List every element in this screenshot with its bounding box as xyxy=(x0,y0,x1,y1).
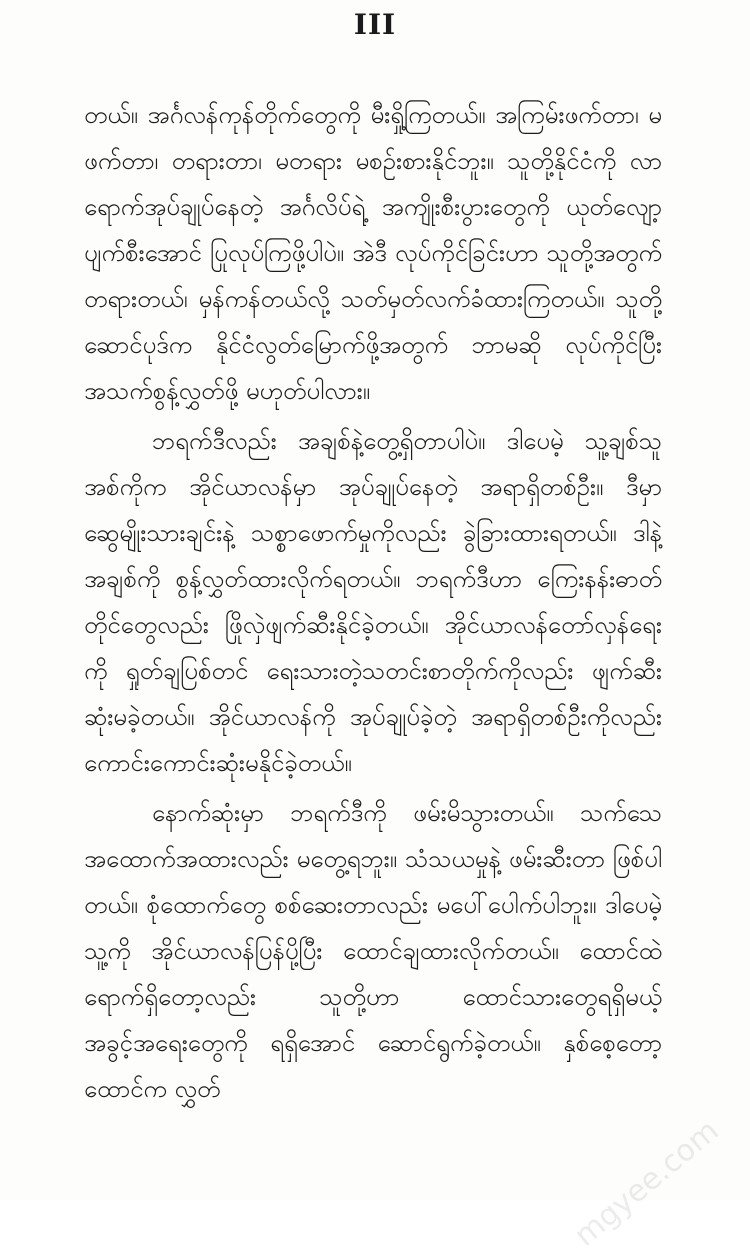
paragraph-3: နောက်ဆုံးမှာ ဘရက်ဒီကို ဖမ်းမိသွားတယ်။ သက်သေအထောက်အထားလည်း မတွေ့ရဘူး။ သံသယမှုနဲ့ ဖမ်းဆီးတာ ဖြစ်ပါတယ်။ စုံထောက်တွေ စစ်ဆေးတာလည်း မပေါ်ပေါက်ပါဘူး။ ဒါပေမဲ့ သူ့ကို အိုင်ယာလန်ပြန်ပို့ပြီး ထောင်ချထားလိုက်တယ်။ ထောင်ထဲရောက်ရှိတော့လည်း သူတို့ဟာ ထောင်သားတွေရရှိမယ့် အခွင့်အရေးတွေကို ရရှိအောင် ဆောင်ရွက်ခဲ့တယ်။ နှစ်စေ့တော့ ထောင်က လွှတ် xyxy=(84,799,662,1103)
paragraph-1: တယ်။ အင်္ဂလန်ကုန်တိုက်တွေကို မီးရှို့ကြတယ်။ အကြမ်းဖက်တာ၊ မဖက်တာ၊ တရားတာ၊ မတရား မစဉ်းစားနိုင်ဘူး။ သူတို့နိုင်ငံကို လာရောက်အုပ်ချုပ်နေတဲ့ အင်္ဂလိပ်ရဲ့ အကျိုးစီးပွားတွေကို ယုတ်လျော့ပျက်စီးအောင် ပြုလုပ်ကြဖို့ပါပဲ။ အဲဒီ လုပ်ကိုင်ခြင်းဟာ သူတို့အတွက် တရားတယ်၊ မှန်ကန်တယ်လို့ သတ်မှတ်လက်ခံထားကြတယ်။ သူတို့ ဆောင်ပုဒ်က နိုင်ငံလွတ်မြောက်ဖို့အတွက် ဘာမဆို လုပ်ကိုင်ပြီး အသက်စွန့်လွှတ်ဖို့ မဟုတ်ပါလား။ xyxy=(84,101,662,405)
paragraph-2: ဘရက်ဒီလည်း အချစ်နဲ့တွေ့ရှိတာပါပဲ။ ဒါပေမဲ့ သူ့ချစ်သူ အစ်ကိုက အိုင်ယာလန်မှာ အုပ်ချုပ်နေတဲ့ အရာရှိတစ်ဦး။ ဒီမှာ ဆွေမျိုးသားချင်းနဲ့ သစ္စာဖောက်မှုကိုလည်း ခွဲခြားထားရတယ်။ ဒါနဲ့ အချစ်ကို စွန့်လွှတ်ထားလိုက်ရတယ်။ ဘရက်ဒီဟာ ကြေးနန်းဓာတ်တိုင်တွေလည်း ဖြိုလှဲဖျက်ဆီးနိုင်ခဲ့တယ်။ အိုင်ယာလန်တော်လှန်ရေးကို ရှုတ်ချပြစ်တင် ရေးသားတဲ့သတင်းစာတိုက်ကိုလည်း ဖျက်ဆီးဆုံးမခဲ့တယ်။ အိုင်ယာလန်ကို အုပ်ချုပ်ခဲ့တဲ့ အရာရှိတစ်ဦးကိုလည်း ကောင်းကောင်းဆုံးမနိုင်ခဲ့တယ်။ xyxy=(84,427,662,777)
page-number: III xyxy=(353,8,397,41)
body-text xyxy=(84,92,662,1116)
watermark: mgyee.com xyxy=(568,1113,726,1253)
